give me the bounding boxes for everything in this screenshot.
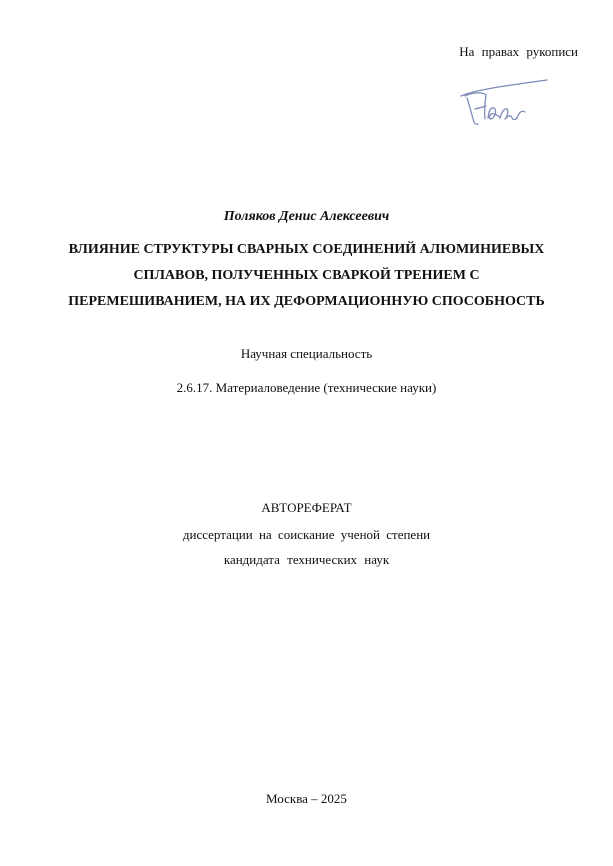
specialty-label: Научная специальность xyxy=(240,346,373,361)
title-line-2: СПЛАВОВ, ПОЛУЧЕННЫХ СВАРКОЙ ТРЕНИЕМ С xyxy=(133,268,480,283)
document-type: АВТОРЕФЕРАТ xyxy=(261,500,352,515)
place-and-year: Москва – 2025 xyxy=(266,791,347,806)
degree-line-2: кандидата технических наук xyxy=(223,552,390,567)
degree-line-1: диссертации на соискание ученой степени xyxy=(182,527,431,542)
rights-notice: На правах рукописи xyxy=(459,44,578,59)
author-signature xyxy=(455,74,565,132)
dissertation-title xyxy=(0,237,613,315)
title-line-3: ПЕРЕМЕШИВАНИЕМ, НА ИХ ДЕФОРМАЦИОННУЮ СПОСОБНОСТЬ xyxy=(68,294,545,309)
author-name: Поляков Денис Алексеевич xyxy=(223,209,390,224)
specialty-code: 2.6.17. Материаловедение (технические науки) xyxy=(176,380,437,395)
title-line-1: ВЛИЯНИЕ СТРУКТУРЫ СВАРНЫХ СОЕДИНЕНИЙ АЛЮМИНИЕВЫХ xyxy=(68,242,545,257)
